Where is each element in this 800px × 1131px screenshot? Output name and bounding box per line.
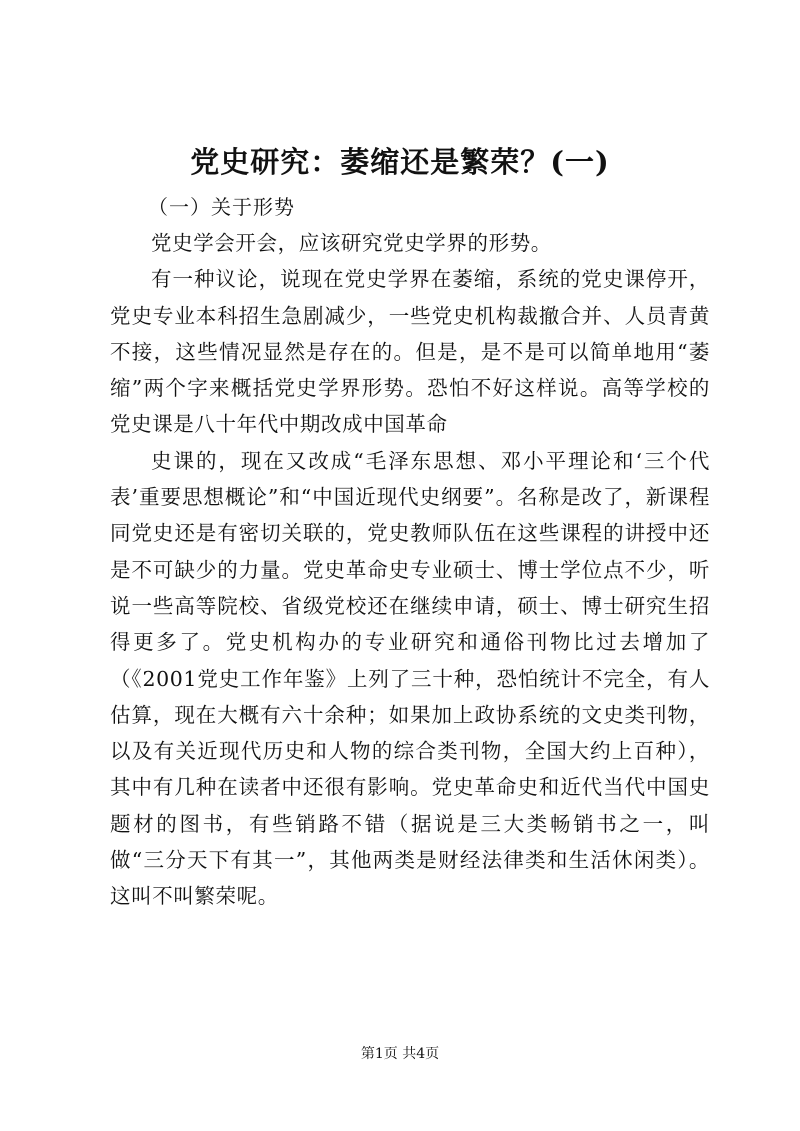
paragraph: 有一种议论，说现在党史学界在萎缩，系统的党史课停开，党史专业本科招生急剧减少，一些党史机构裁撤合并、人员青黄不接，这些情况显然是存在的。但是，是不是可以简单地用“萎缩”两个字来概括党史学界形势。恐怕不好这样说。高等学校的党史课是八十年代中期改成中国革命 xyxy=(110,267,710,437)
document-body xyxy=(110,225,710,915)
page-footer: 第1页 共4页 xyxy=(360,1046,440,1062)
paragraph: 党史学会开会，应该研究党史学界的形势。 xyxy=(151,231,552,255)
paragraph: 史课的，现在又改成“毛泽东思想、邓小平理论和‘三个代表’重要思想概论”和“中国近现代史纲要”。名称是改了，新课程同党史还是有密切关联的，党史教师队伍在这些课程的讲授中还是不可缺少的力量。党史革命史专业硕士、博士学位点不少，听说一些高等院校、省级党校还在继续申请，硕士、博士研究生招得更多了。党史机构办的专业研究和通俗刊物比过去增加了（《2001党史工作年鉴》上列了三十种，恐怕统计不完全，有人估算，现在大概有六十余种；如果加上政协系统的文史类刊物，以及有关近现代历史和人物的综合类刊物，全国大约上百种），其中有几种在读者中还很有影响。党史革命史和近代当代中国史题材的图书，有些销路不错（据说是三大类畅销书之一，叫做“三分天下有其一”，其他两类是财经法律类和生活休闲类）。这叫不叫繁荣呢。 xyxy=(110,448,710,909)
section-heading: （一）关于形势 xyxy=(148,195,295,219)
document-title: 党史研究：萎缩还是繁荣？(一) xyxy=(190,145,610,179)
